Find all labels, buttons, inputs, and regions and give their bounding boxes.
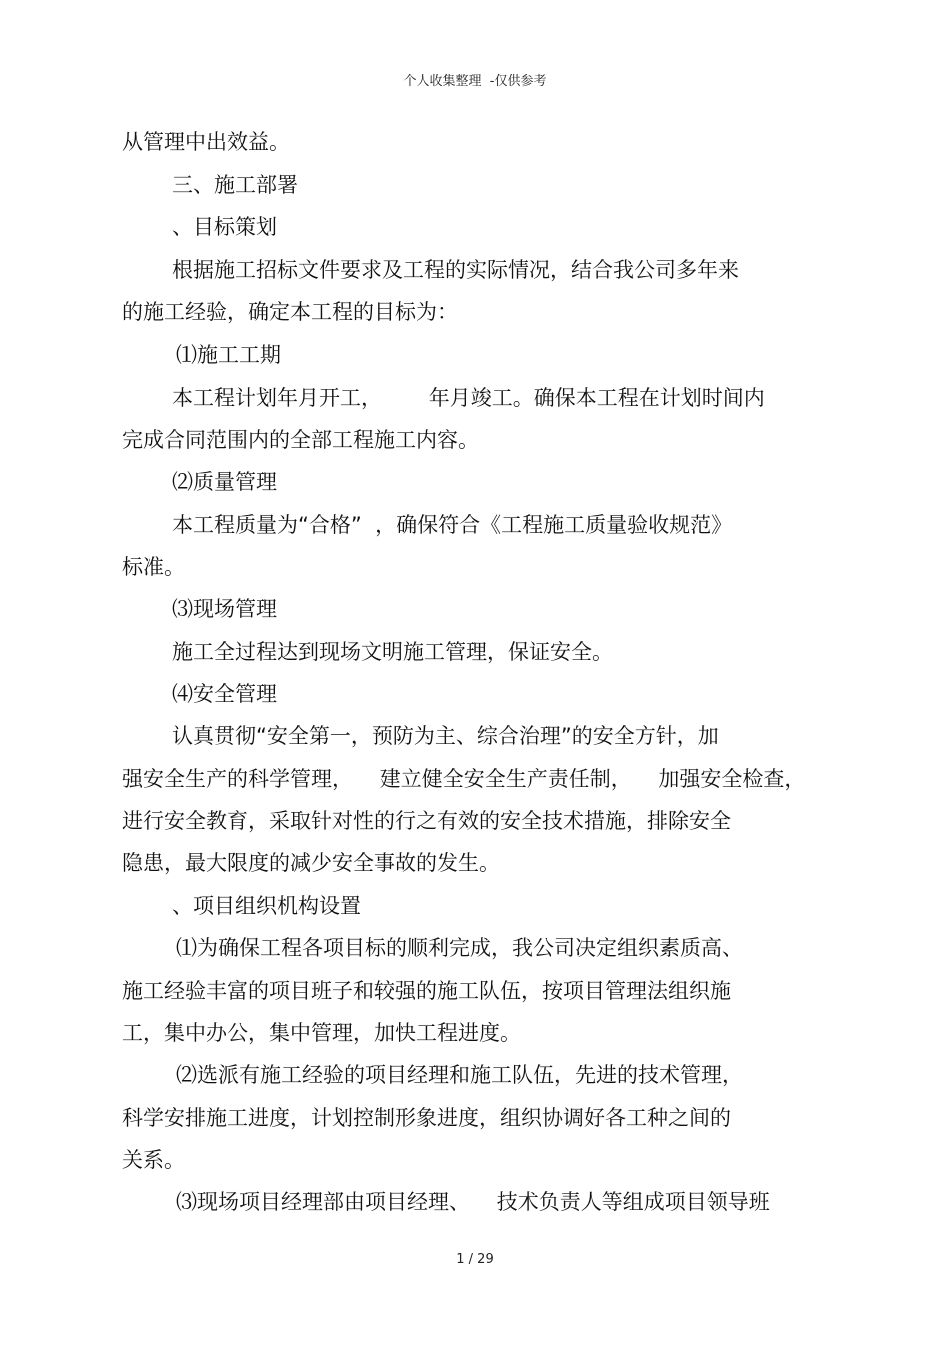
text-line: 认真贯彻“安全第一，预防为主、综合治理”的安全方针，加 — [172, 724, 719, 748]
text-line: 本工程质量为“合格” ，确保符合《工程施工质量验收规范》 — [172, 513, 733, 537]
item-heading: ⑵质量管理 — [172, 470, 277, 494]
text-line: 标准。 — [122, 555, 185, 579]
subsection-heading: 、目标策划 — [172, 215, 277, 239]
text-line: 根据施工招标文件要求及工程的实际情况，结合我公司多年来 — [172, 258, 739, 282]
text-line: 进行安全教育，采取针对性的行之有效的安全技术措施，排除安全 — [122, 809, 731, 833]
text-line: 隐患，最大限度的减少安全事故的发生。 — [122, 851, 500, 875]
text-line: 关系。 — [122, 1148, 185, 1172]
text-line: 从管理中出效益。 — [122, 130, 290, 154]
item-heading: ⑷安全管理 — [172, 682, 277, 706]
text-line: 本工程计划年月开工， 年月竣工。确保本工程在计划时间内 — [172, 386, 765, 410]
text-line: ⑴为确保工程各项目标的顺利完成，我公司决定组织素质高、 — [176, 936, 743, 960]
text-line: ⑶现场项目经理部由项目经理、 技术负责人等组成项目领导班 — [176, 1190, 770, 1214]
text-line: 工，集中办公，集中管理，加快工程进度。 — [122, 1021, 521, 1045]
item-heading: ⑴施工工期 — [176, 343, 281, 367]
text-line: 的施工经验，确定本工程的目标为： — [122, 300, 458, 324]
page-header: 个人收集整理 -仅供参考 — [403, 74, 547, 89]
item-heading: ⑶现场管理 — [172, 597, 277, 621]
page-number: 1 / 29 — [456, 1252, 494, 1267]
text-line: ⑵选派有施工经验的项目经理和施工队伍，先进的技术管理， — [176, 1063, 743, 1087]
section-heading: 三、施工部署 — [172, 173, 298, 197]
text-line: 施工经验丰富的项目班子和较强的施工队伍，按项目管理法组织施 — [122, 979, 731, 1003]
text-line: 施工全过程达到现场文明施工管理，保证安全。 — [172, 640, 613, 664]
text-line: 强安全生产的科学管理， 建立健全安全生产责任制， 加强安全检查， — [122, 767, 806, 791]
text-line: 完成合同范围内的全部工程施工内容。 — [122, 428, 479, 452]
text-line: 科学安排施工进度，计划控制形象进度，组织协调好各工种之间的 — [122, 1106, 731, 1130]
subsection-heading: 、项目组织机构设置 — [172, 894, 361, 918]
